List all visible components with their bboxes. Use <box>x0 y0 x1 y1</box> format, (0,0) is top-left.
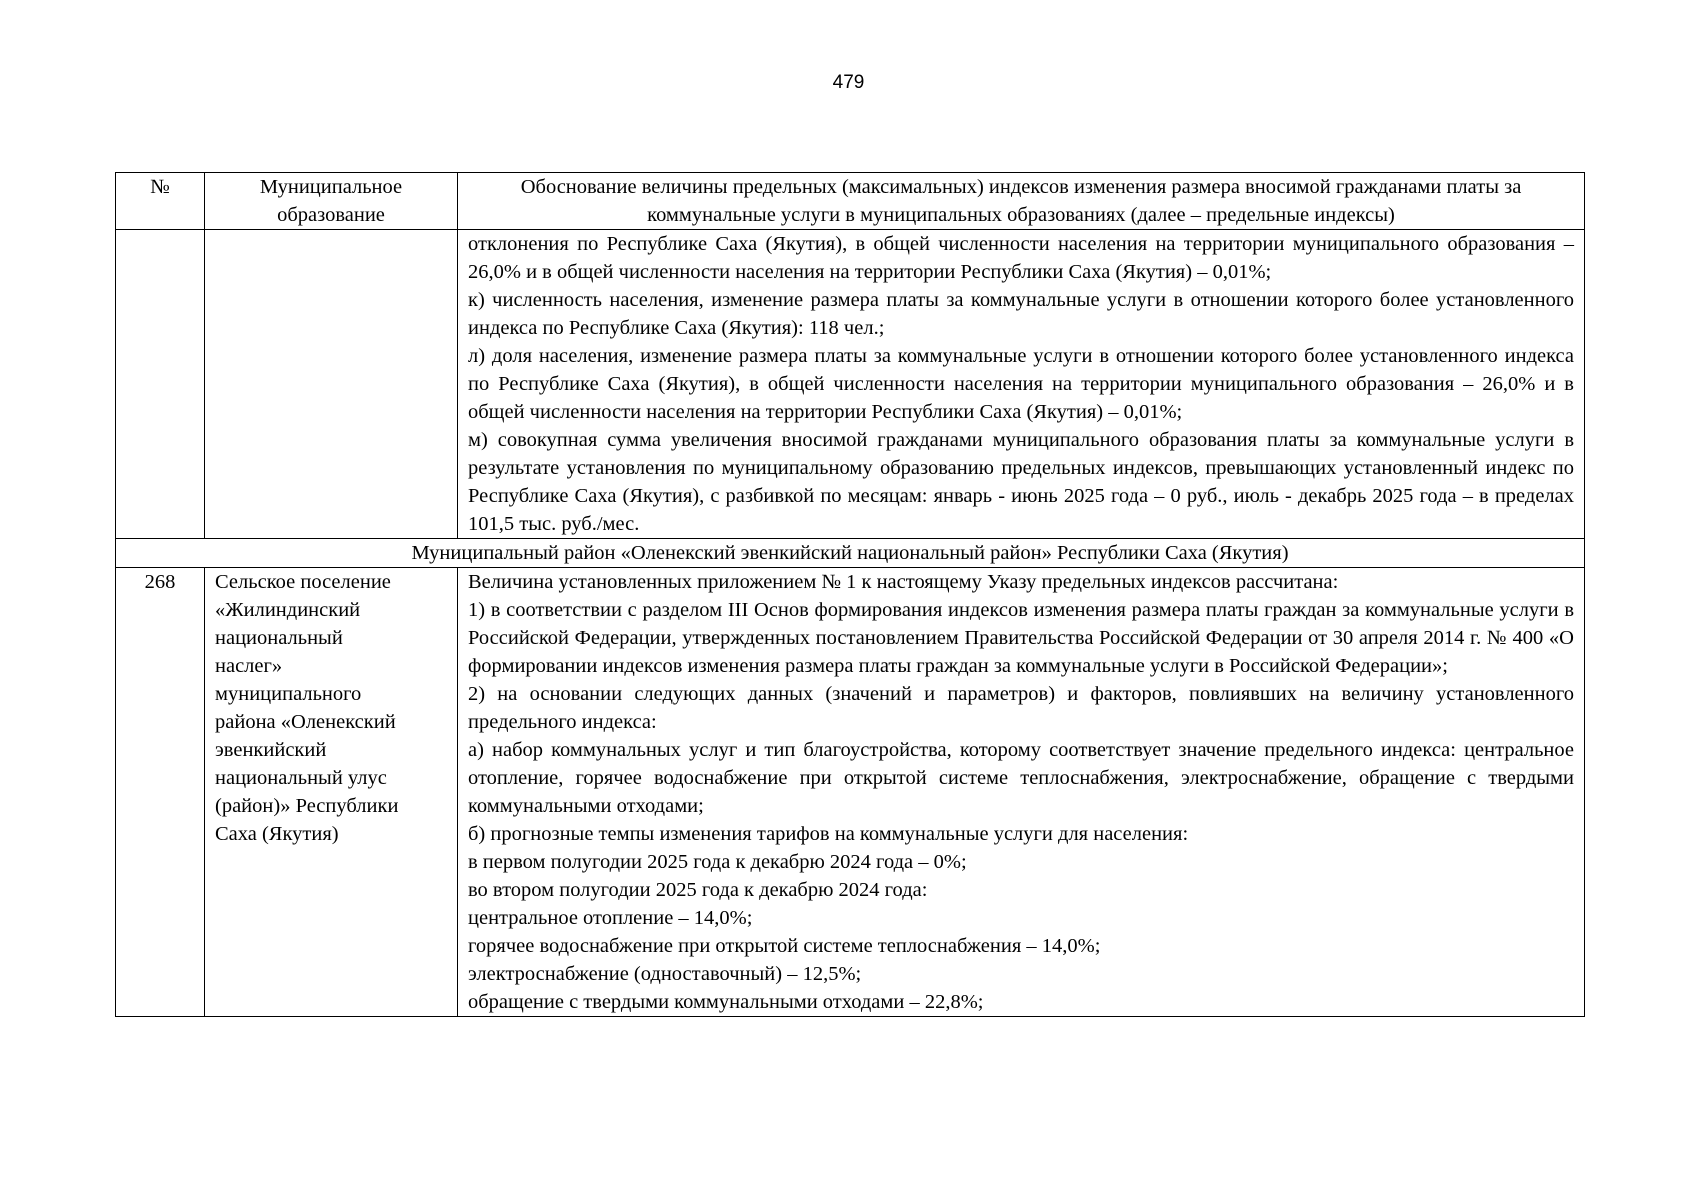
paragraph: л) доля населения, изменение размера платы за коммунальные услуги в отношении которого более установленного индекса по Республике Саха (Якутия), в общей численности населения на территории муниципального образования – 26,0% и в общей численности населения на территории Республики Саха (Якутия) – 0,01%; <box>468 345 1574 423</box>
page-number: 479 <box>832 72 865 93</box>
paragraph: 1) в соответствии с разделом III Основ формирования индексов изменения размера платы граждан за коммунальные услуги в Российской Федерации, утвержденных постановлением Правительства Российской Федерации от 30 апреля 2014 г. № 400 «О формировании индексов изменения размера платы граждан за коммунальные услуги в Российской Федерации»; <box>468 599 1574 677</box>
row-justification-cell <box>458 568 1585 1017</box>
table-row <box>116 568 1585 1017</box>
municipality-line: национальный <box>215 627 343 649</box>
municipality-line: «Жилиндинский <box>215 599 361 621</box>
municipality-line: эвенкийский <box>215 739 327 761</box>
table-header-row <box>116 173 1585 230</box>
list-line: центральное отопление – 14,0%; <box>468 907 753 929</box>
paragraph: м) совокупная сумма увеличения вносимой гражданами муниципального образования платы за коммунальные услуги в результате установления по муниципальному образованию предельных индексов, превышающих установленный индекс по Республике Саха (Якутия), с разбивкой по месяцам: январь - июнь 2025 года – 0 руб., июль - декабрь 2025 года – в пределах 101,5 тыс. руб./мес. <box>468 429 1574 535</box>
justified-paragraphs <box>468 568 1574 820</box>
paragraph: отклонения по Республике Саха (Якутия), в общей численности населения на территории муниципального образования – 26,0% и в общей численности населения на территории Республики Саха (Якутия) – 0,01%; <box>468 233 1574 283</box>
row-municipality-cell <box>205 568 458 1017</box>
municipality-line: национальный улус <box>215 767 387 789</box>
header-num: № <box>116 173 205 230</box>
municipality-line: Сельское поселение <box>215 571 391 593</box>
paragraph: к) численность населения, изменение размера платы за коммунальные услуги в отношении которого более установленного индекса по Республике Саха (Якутия): 118 чел.; <box>468 289 1574 339</box>
list-line: электроснабжение (одноставочный) – 12,5%; <box>468 963 862 985</box>
row-num-cell: 268 <box>116 568 205 1017</box>
list-line: во втором полугодии 2025 года к декабрю 2024 года: <box>468 879 928 901</box>
header-municipality: Муниципальное образование <box>205 173 458 230</box>
paragraph: Величина установленных приложением № 1 к настоящему Указу предельных индексов рассчитана: <box>468 571 1339 593</box>
row-justification-cell <box>458 230 1585 539</box>
paragraph: 2) на основании следующих данных (значений и параметров) и факторов, повлиявших на величину установленного предельного индекса: <box>468 683 1574 733</box>
header-justification: Обоснование величины предельных (максимальных) индексов изменения размера вносимой гражданами платы за коммунальные услуги в муниципальных образованиях (далее – предельные индексы) <box>458 173 1585 230</box>
municipality-line: Саха (Якутия) <box>215 823 339 845</box>
section-header-row <box>116 539 1585 568</box>
forecast-list <box>468 820 1574 1016</box>
section-header: Муниципальный район «Оленекский эвенкийский национальный район» Республики Саха (Якутия) <box>116 539 1585 568</box>
list-line: б) прогнозные темпы изменения тарифов на коммунальные услуги для населения: <box>468 823 1189 845</box>
row-num-cell <box>116 230 205 539</box>
municipality-line: (район)» Республики <box>215 795 399 817</box>
paragraph: а) набор коммунальных услуг и тип благоустройства, которому соответствует значение предельного индекса: центральное отопление, горячее водоснабжение при открытой системе теплоснабжения, электроснабжение, обращение с твердыми коммунальными отходами; <box>468 739 1574 817</box>
row-municipality-cell <box>205 230 458 539</box>
list-line: горячее водоснабжение при открытой системе теплоснабжения – 14,0%; <box>468 935 1101 957</box>
tariff-index-table <box>115 172 1585 1017</box>
municipality-line: муниципального <box>215 683 362 705</box>
table-row <box>116 230 1585 539</box>
municipality-line: района «Оленекский <box>215 711 396 733</box>
municipality-line: наслег» <box>215 655 283 677</box>
list-line: в первом полугодии 2025 года к декабрю 2024 года – 0%; <box>468 851 967 873</box>
list-line: обращение с твердыми коммунальными отходами – 22,8%; <box>468 991 984 1013</box>
